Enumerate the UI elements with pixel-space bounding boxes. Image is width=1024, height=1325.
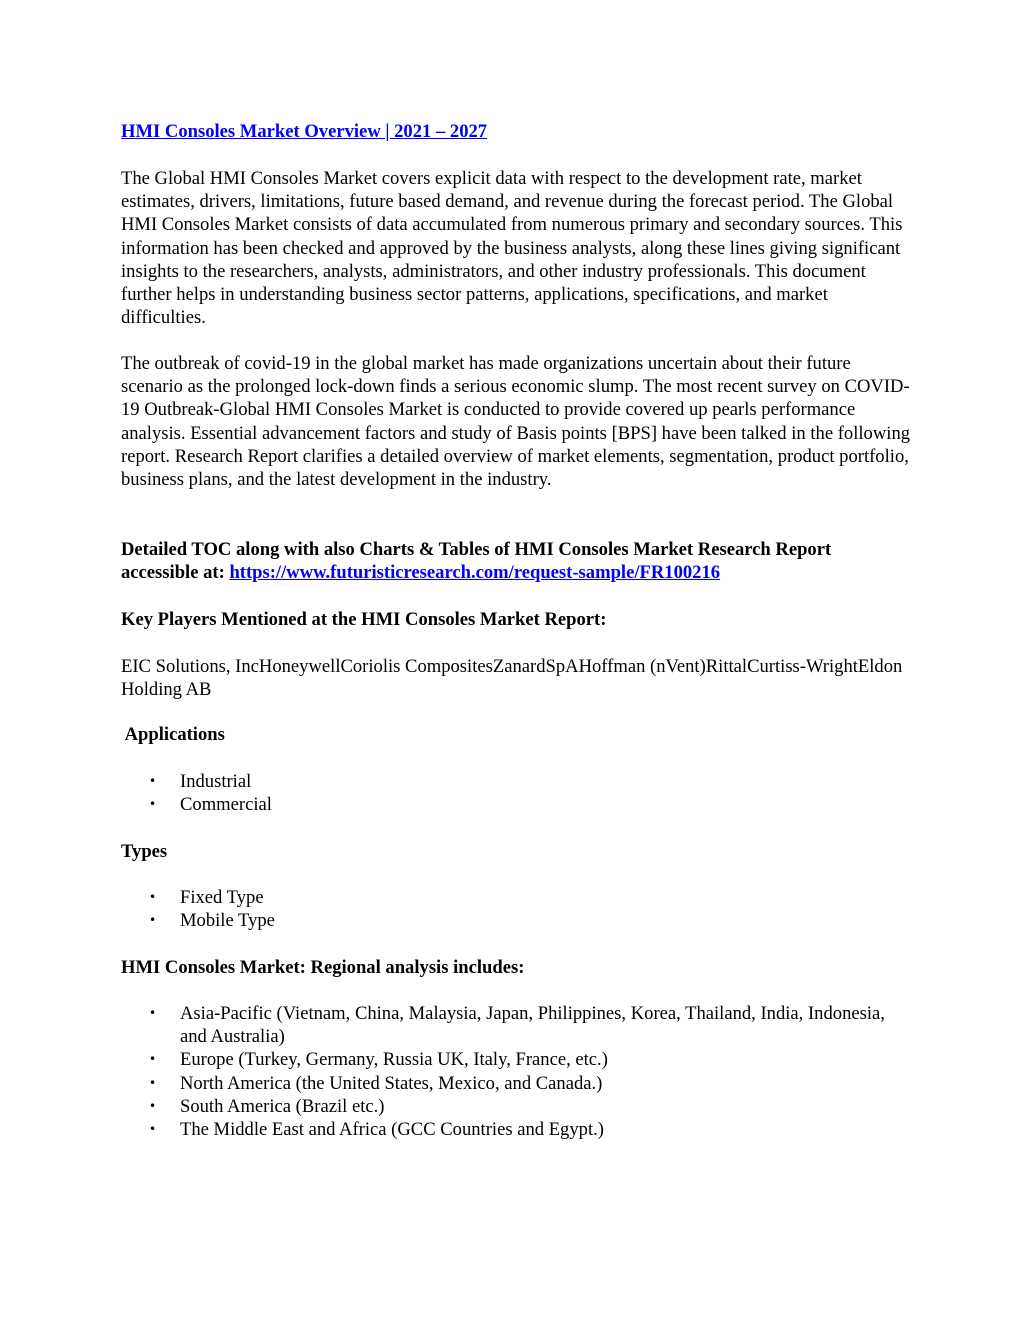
list-item: • North America (the United States, Mexico, and Canada.): [149, 1072, 603, 1094]
key-players-heading: Key Players Mentioned at the HMI Consoles Market Report:: [121, 609, 607, 630]
key-players-text: EIC Solutions, IncHoneywellCoriolis CompositesZanardSpAHoffman (nVent)RittalCurtiss-WrightEldon Holding AB: [121, 656, 903, 701]
list-item: • Fixed Type: [149, 887, 264, 908]
applications-heading: Applications: [121, 724, 225, 745]
regions-heading: HMI Consoles Market: Regional analysis includes:: [121, 957, 525, 978]
types-list: [121, 886, 911, 932]
list-item: • Industrial: [149, 771, 252, 792]
bullet-icon: •: [149, 1006, 157, 1020]
bullet-icon: •: [149, 1075, 157, 1090]
toc-paragraph: [121, 538, 911, 584]
sample-request-link[interactable]: https://www.futuristicresearch.com/request-sample/FR100216: [229, 562, 721, 584]
bullet-icon: •: [149, 797, 157, 812]
toc-text: Detailed TOC along with also Charts & Tables of HMI Consoles Market Research Report accessible at:: [121, 539, 832, 584]
intro-paragraph: The Global HMI Consoles Market covers explicit data with respect to the development rate, market estimates, drivers, limitations, future based demand, and revenue during the forecast period. The Global HMI Consoles Market consists of data accumulated from numerous primary and secondary sources. This information has been checked and approved by the business analysts, along these lines giving significant insights to the researchers, analysts, administrators, and other industry professionals. This document further helps in understanding business sector patterns, applications, specifications, and market difficulties.: [121, 168, 903, 329]
applications-list: [121, 770, 911, 816]
bullet-icon: •: [149, 890, 157, 904]
types-heading: Types: [121, 841, 168, 862]
bullet-icon: •: [149, 1098, 157, 1113]
page-title-link[interactable]: HMI Consoles Market Overview | 2021 – 2027: [121, 121, 488, 142]
list-item: • South America (Brazil etc.): [149, 1095, 385, 1117]
bullet-icon: •: [149, 1122, 157, 1137]
regions-list: [121, 1002, 911, 1141]
list-item: • Commercial: [149, 794, 272, 816]
bullet-icon: •: [149, 913, 157, 928]
bullet-icon: •: [149, 774, 157, 788]
bullet-icon: •: [149, 1052, 157, 1067]
covid-paragraph: The outbreak of covid-19 in the global market has made organizations uncertain about their future scenario as the prolonged lock-down finds a serious economic slump. The most recent survey on COVID-19 Outbreak-Global HMI Consoles Market is conducted to provide covered up pearls performance analysis. Essential advancement factors and study of Basis points [BPS] have been talked in the following report. Research Report clarifies a detailed overview of market elements, segmentation, product portfolio, business plans, and the latest development in the industry.: [121, 353, 911, 491]
list-item: • The Middle East and Africa (GCC Countries and Egypt.): [149, 1119, 604, 1141]
list-item: • Europe (Turkey, Germany, Russia UK, Italy, France, etc.): [149, 1049, 608, 1071]
list-item: • Mobile Type: [149, 910, 275, 932]
list-item: • Asia-Pacific (Vietnam, China, Malaysia, Japan, Philippines, Korea, Thailand, India, Indonesia, and Australia): [149, 1003, 885, 1048]
